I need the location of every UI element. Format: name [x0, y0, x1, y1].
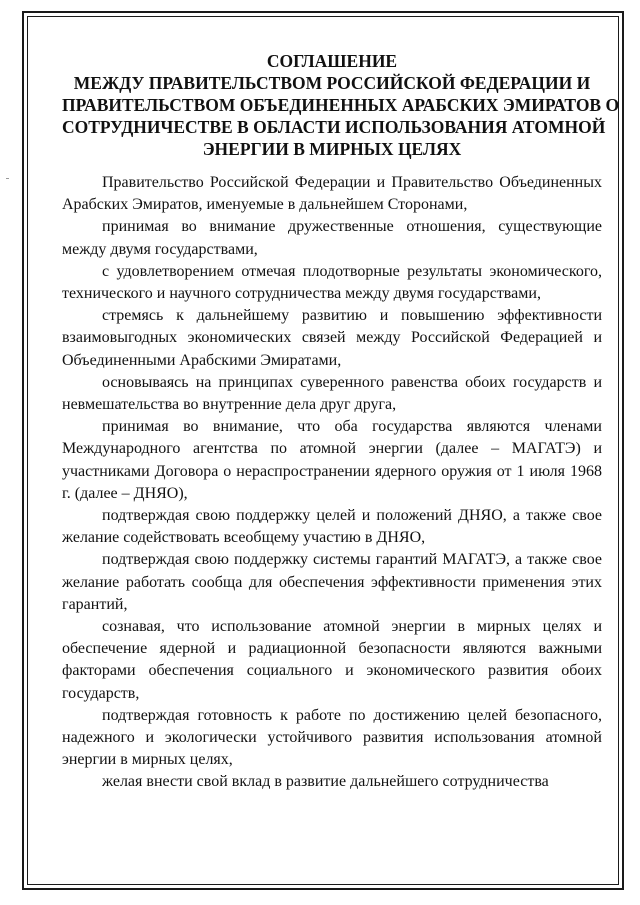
preamble-paragraph: принимая во внимание дружественные отношения, существующие между двумя государствами,: [62, 218, 602, 258]
title-line: СОГЛАШЕНИЕ: [266, 51, 398, 71]
preamble-paragraph: сознавая, что использование атомной энергии в мирных целях и обеспечение ядерной и радиационной безопасности являются важными факторами обеспечения социального и экономического развития обоих государств,: [62, 618, 602, 702]
preamble-paragraph: подтверждая свою поддержку целей и положений ДНЯО, а также свое желание содействовать всеобщему участию в ДНЯО,: [62, 507, 602, 547]
preamble-paragraph: желая внести свой вклад в развитие дальнейшего сотрудничества: [102, 773, 549, 791]
preamble-paragraph: подтверждая свою поддержку системы гарантий МАГАТЭ, а также свое желание работать сообща для обеспечения эффективности применения этих гарантий,: [62, 551, 602, 613]
document-body: [62, 50, 620, 794]
title-line: МЕЖДУ ПРАВИТЕЛЬСТВОМ РОССИЙСКОЙ ФЕДЕРАЦИИ И: [73, 73, 591, 93]
title-line: ЭНЕРГИИ В МИРНЫХ ЦЕЛЯХ: [202, 139, 462, 159]
title-line: ПРАВИТЕЛЬСТВОМ ОБЪЕДИНЕННЫХ АРАБСКИХ ЭМИРАТОВ О: [62, 95, 620, 115]
document-title: [62, 50, 620, 160]
preamble-paragraph: с удовлетворением отмечая плодотворные результаты экономического, технического и научного сотрудничества между двумя государствами,: [62, 262, 602, 303]
preamble-paragraph: основываясь на принципах суверенного равенства обоих государств и невмешательства во внутренние дела друг друга,: [62, 373, 602, 414]
preamble-paragraph: подтверждая готовность к работе по достижению целей безопасного, надежного и экологически устойчивого развития использования атомной энергии в мирных целях,: [62, 706, 602, 769]
preamble-paragraph: принимая во внимание, что оба государства являются членами Международного агентства по атомной энергии (далее – МАГАТЭ) и участниками Договора о нераспространении ядерного оружия от 1 июля 1968 г. (далее – ДНЯО),: [62, 418, 602, 502]
preamble-paragraph: стремясь к дальнейшему развитию и повышению эффективности взаимовыгодных экономических связей между Российской Федерацией и Объединенными Арабскими Эмиратами,: [62, 307, 602, 369]
scan-speck: [6, 178, 9, 179]
preamble-paragraph: Правительство Российской Федерации и Правительство Объединенных Арабских Эмиратов, именуемые в дальнейшем Сторонами,: [62, 174, 602, 214]
title-line: СОТРУДНИЧЕСТВЕ В ОБЛАСТИ ИСПОЛЬЗОВАНИЯ АТОМНОЙ: [62, 117, 606, 137]
